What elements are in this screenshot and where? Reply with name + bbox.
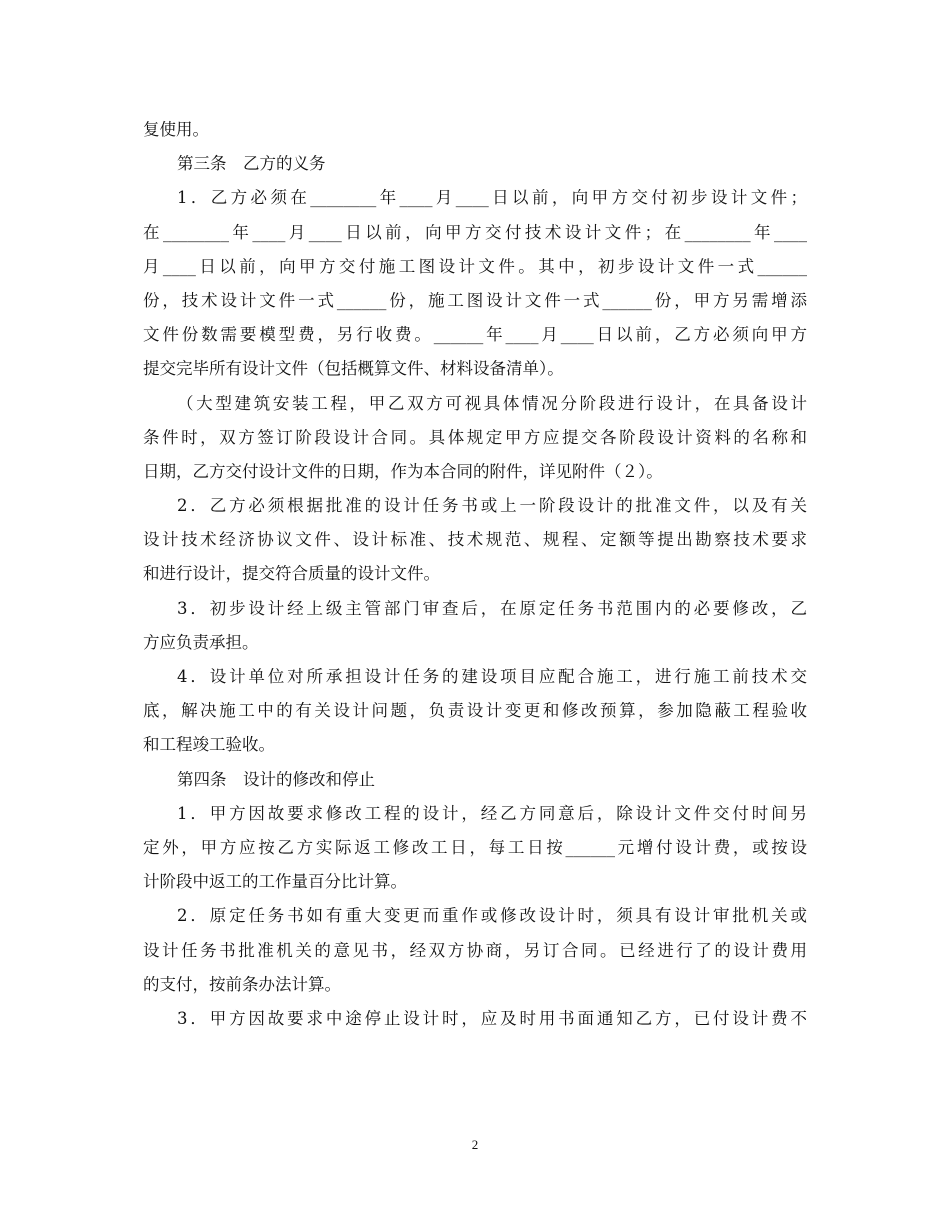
text-line: 的支付，按前条办法计算。 — [143, 974, 341, 994]
text-line: 日期，乙方交付设计文件的日期，作为本合同的附件，详见附件（２）。 — [143, 461, 663, 481]
text-line: 份，技术设计文件一式______份，施工图设计文件一式______份，甲方另需增添 — [143, 290, 807, 310]
text-line: 3．甲方因故要求中途停止设计时，应及时用书面通知乙方，已付设计费不 — [177, 1008, 807, 1028]
text-line: 计阶段中返工的工作量百分比计算。 — [143, 872, 407, 892]
text-line: 设计任务书批准机关的意见书，经双方协商，另订合同。已经进行了的设计费用 — [143, 940, 807, 960]
text-line: 复使用。 — [143, 120, 209, 139]
text-line: 第三条 乙方的义务 — [177, 154, 326, 174]
text-line: 4．设计单位对所承担设计任务的建设项目应配合施工，进行施工前技术交 — [177, 667, 807, 686]
text-line: 定外，甲方应按乙方实际返工修改工日，每工日按______元增付设计费，或按设 — [143, 837, 807, 857]
text-line: 在________年____月____日以前，向甲方交付技术设计文件；在________年____ — [143, 222, 807, 242]
text-line: 提交完毕所有设计文件（包括概算文件、材料设备清单）。 — [143, 359, 564, 379]
text-line: 2．原定任务书如有重大变更而重作或修改设计时，须具有设计审批机关或 — [177, 906, 807, 926]
page-number: 2 — [471, 1137, 479, 1152]
text-line: 文件份数需要模型费，另行收费。______年____月____日以前，乙方必须向甲方 — [143, 325, 807, 345]
text-line: 1．甲方因故要求修改工程的设计，经乙方同意后，除设计文件交付时间另 — [177, 803, 807, 823]
text-line: （大型建筑安装工程，甲乙双方可视具体情况分阶段进行设计，在具备设计 — [177, 393, 807, 413]
text-line: 第四条 设计的修改和停止 — [177, 769, 375, 789]
text-line: 和进行设计，提交符合质量的设计文件。 — [143, 564, 440, 584]
text-line: 1．乙方必须在________年____月____日以前，向甲方交付初步设计文件； — [177, 188, 807, 208]
document-body — [143, 113, 807, 1036]
text-line: 3．初步设计经上级主管部门审查后，在原定任务书范围内的必要修改，乙 — [177, 598, 807, 618]
text-line: 和工程竣工验收。 — [143, 735, 275, 755]
text-line: 条件时，双方签订阶段设计合同。具体规定甲方应提交各阶段设计资料的名称和 — [143, 427, 807, 447]
text-line: 2．乙方必须根据批准的设计任务书或上一阶段设计的批准文件，以及有关 — [177, 496, 807, 516]
text-line: 设计技术经济协议文件、设计标准、技术规范、规程、定额等提出勘察技术要求 — [143, 530, 807, 550]
text-line: 月____日以前，向甲方交付施工图设计文件。其中，初步设计文件一式______ — [143, 256, 807, 276]
text-line: 方应负责承担。 — [143, 632, 259, 652]
text-line: 底，解决施工中的有关设计问题，负责设计变更和修改预算，参加隐蔽工程验收 — [143, 701, 807, 721]
